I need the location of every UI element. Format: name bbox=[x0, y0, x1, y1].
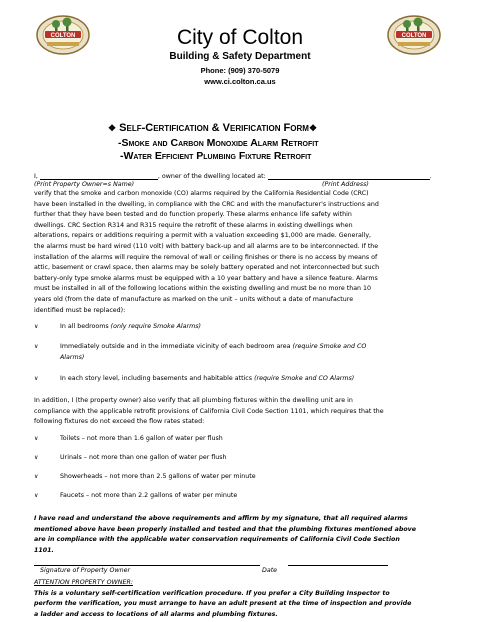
alarm-requirements-paragraph bbox=[34, 189, 446, 316]
paragraph-line: further that they have been tested and do function properly. These alarms enhance life safety within bbox=[34, 211, 352, 219]
form-subtitle-smoke: -Smoke and Carbon Monoxide Alarm Retrofit bbox=[118, 137, 319, 149]
list-item-note: (require Smoke and CO bbox=[292, 343, 367, 350]
paragraph-line: have been installed in the dwelling, in compliance with the CRC and with the manufacturer's instructions and bbox=[34, 200, 379, 208]
city-seal-left bbox=[33, 13, 93, 57]
dwelling-address-field[interactable] bbox=[268, 172, 430, 180]
paragraph-line: years old (from the date of manufacture as marked on the unit – units without a date of manufacture bbox=[34, 295, 354, 303]
svg-text:COLTON: COLTON bbox=[50, 33, 76, 39]
paragraph-line: following fixtures do not exceed the flow rates stated: bbox=[34, 418, 205, 426]
list-item bbox=[34, 453, 446, 464]
paragraph-line: must be installed in all of the following locations within the existing dwelling and must be no more than 10 bbox=[34, 285, 372, 293]
city-name: City of Colton bbox=[176, 26, 304, 49]
attention-heading: ATTENTION PROPERTY OWNER: bbox=[34, 579, 133, 586]
list-item-text: In each story level, including basements and habitable attics bbox=[60, 375, 255, 382]
paragraph-line: are in compliance with the applicable water conservation requirements of California Civil Code Section bbox=[34, 536, 400, 544]
signature-field[interactable] bbox=[34, 565, 260, 566]
checkmark-icon: ∨ bbox=[34, 323, 39, 330]
list-item-note: (only require Smoke Alarms) bbox=[110, 323, 201, 330]
list-item bbox=[34, 491, 446, 502]
certification-statement bbox=[34, 514, 446, 556]
department-website[interactable]: www.ci.colton.ca.us bbox=[204, 77, 276, 86]
paragraph-line: installation of the alarms will require the removal of wall or ceiling finishes or there is no access by means of bbox=[34, 253, 378, 261]
list-item-text: Immediately outside and in the immediate vicinity of each bedroom area bbox=[60, 343, 293, 350]
form-title-text: Self-Certification & Verification Form bbox=[119, 122, 309, 134]
title-marker-icon: ❖ bbox=[308, 123, 318, 133]
svg-text:COLTON: COLTON bbox=[401, 33, 427, 39]
checkmark-icon: ∨ bbox=[34, 492, 39, 499]
list-item-text: Toilets – not more than 1.6 gallon of water per flush bbox=[60, 435, 223, 442]
address-caption: (Print Address) bbox=[322, 181, 369, 188]
paragraph-line: a ladder and access to locations of all alarms and plumbing fixtures. bbox=[34, 610, 278, 618]
paragraph-line: identified must be replaced): bbox=[34, 306, 126, 314]
date-label: Date bbox=[262, 567, 278, 574]
list-item bbox=[34, 434, 446, 445]
paragraph-line: verify that the smoke and carbon monoxide (CO) alarms required by the California Residential Code (CRC) bbox=[34, 190, 369, 197]
checkmark-icon: ∨ bbox=[34, 454, 39, 461]
date-field[interactable] bbox=[288, 565, 388, 566]
form-title bbox=[108, 122, 408, 134]
list-item-text: Showerheads – not more than 2.5 gallons of water per minute bbox=[60, 473, 256, 480]
attention-notice bbox=[34, 578, 446, 620]
paragraph-line: alterations, repairs or additions requiring a permit with a valuation exceeding $1,000 are made. Generally, bbox=[34, 232, 372, 240]
paragraph-line: attic, basement or crawl space, then alarms may be solely battery operated and not interconnected but such bbox=[34, 264, 380, 272]
paragraph-line: compliance with the applicable retrofit provisions of California Civil Code Section 1101, which requires that the bbox=[34, 407, 384, 415]
signature-label: Signature of Property Owner bbox=[40, 567, 131, 574]
department-phone: Phone: (909) 370-5079 bbox=[200, 66, 280, 75]
owner-statement-line bbox=[34, 172, 446, 180]
owner-middle-text: , owner of the dwelling located at: bbox=[157, 173, 266, 180]
title-marker-icon: ❖ bbox=[108, 123, 117, 133]
checkmark-icon: ∨ bbox=[34, 473, 39, 480]
list-item-text: Urinals – not more than one gallon of water per flush bbox=[60, 454, 227, 461]
paragraph-line: the alarms must be hard wired (110 volt) with battery back-up and all alarms are to be interconnected. If the bbox=[34, 242, 379, 250]
department-name: Building & Safety Department bbox=[169, 51, 311, 62]
paragraph-line: I have read and understand the above requirements and affirm by my signature, that all required alarms bbox=[34, 515, 408, 522]
list-item-note: (require Smoke and CO Alarms) bbox=[254, 375, 355, 382]
city-seal-right bbox=[384, 13, 444, 57]
checkmark-icon: ∨ bbox=[34, 343, 39, 350]
list-item bbox=[34, 322, 446, 333]
paragraph-line: This is a voluntary self-certification verification procedure. If you prefer a City Building Inspector to bbox=[34, 589, 390, 597]
plumbing-paragraph bbox=[34, 396, 446, 428]
paragraph-line: In addition, I (the property owner) also verify that all plumbing fixtures within the dwelling unit are in bbox=[34, 397, 353, 404]
paragraph-line: 1101. bbox=[34, 546, 54, 554]
form-subtitle-water: -Water Efficient Plumbing Fixture Retrofit bbox=[120, 150, 312, 162]
paragraph-line: perform the verification, you must arrange to have an adult present at the time of inspection and provide bbox=[34, 600, 412, 608]
owner-name-field[interactable] bbox=[40, 172, 158, 180]
owner-prefix: I, bbox=[34, 173, 38, 180]
checkmark-icon: ∨ bbox=[34, 375, 39, 382]
list-item bbox=[34, 472, 446, 483]
list-item bbox=[34, 374, 446, 385]
list-item bbox=[34, 342, 446, 364]
owner-name-caption: (Print Property Owner=s Name) bbox=[34, 181, 135, 188]
paragraph-line: mentioned above have been properly installed and tested and that the plumbing fixtures mentioned above bbox=[34, 525, 417, 533]
paragraph-line: dwellings. CRC Section R314 and R315 require the retrofit of these alarms in existing dwellings when bbox=[34, 221, 353, 229]
list-item-note-cont: Alarms) bbox=[60, 353, 85, 361]
owner-suffix: . bbox=[429, 173, 432, 180]
list-item-text: In all bedrooms bbox=[60, 323, 111, 330]
list-item-text: Faucets – not more than 2.2 gallons of water per minute bbox=[60, 492, 238, 499]
checkmark-icon: ∨ bbox=[34, 435, 39, 442]
paragraph-line: battery-only type smoke alarms must be equipped with a 10 year battery and have a silence feature. Alarms bbox=[34, 274, 378, 282]
